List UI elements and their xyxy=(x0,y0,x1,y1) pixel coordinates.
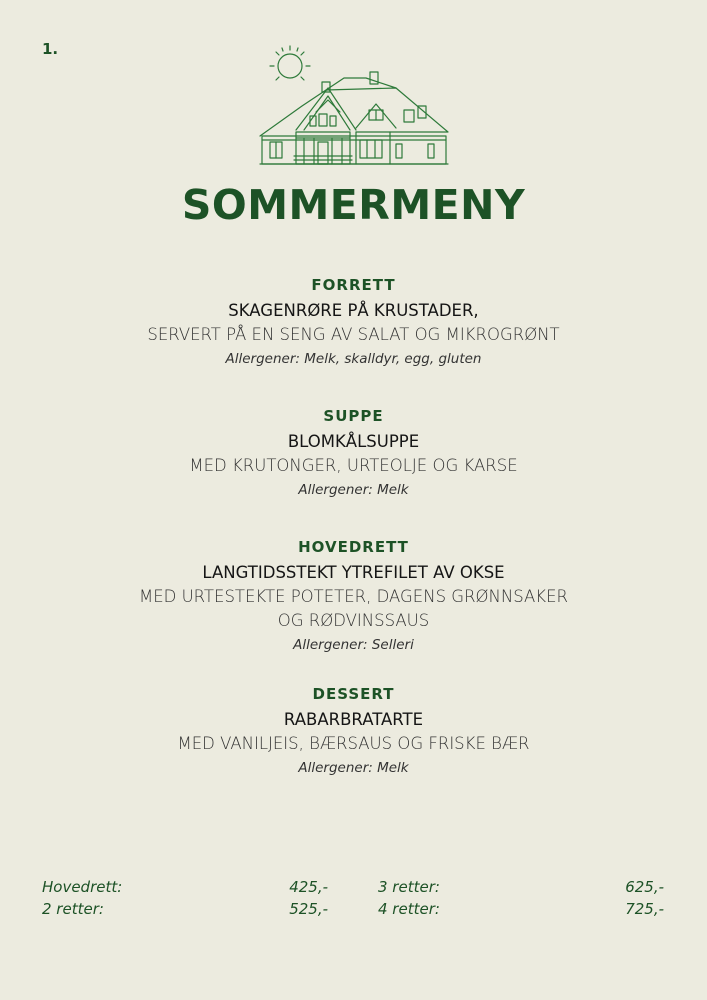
allergens-text: Allergener: Selleri xyxy=(293,637,414,653)
page-number: 1. xyxy=(42,40,59,58)
price-list-right xyxy=(378,876,664,920)
dish-name: RABARBRATARTE xyxy=(283,710,424,729)
course-heading: HOVEDRETT xyxy=(298,538,409,556)
course-heading: FORRETT xyxy=(311,276,396,294)
price-row xyxy=(42,898,328,920)
dish-name: SKAGENRØRE PÅ KRUSTADER, xyxy=(228,301,479,320)
allergens-text: Allergener: Melk xyxy=(298,760,409,776)
price-label: 4 retter: xyxy=(378,900,440,918)
dish-description: MED VANILJEIS, BÆRSAUS OG FRISKE BÆR xyxy=(177,734,530,753)
price-value: 625,- xyxy=(625,878,664,896)
course-dessert xyxy=(0,684,707,779)
price-value: 425,- xyxy=(289,878,328,896)
price-label: Hovedrett: xyxy=(42,878,123,896)
menu-title: SOMMERMENY xyxy=(181,181,526,229)
price-label: 3 retter: xyxy=(378,878,440,896)
price-value: 525,- xyxy=(289,900,328,918)
price-label: 2 retter: xyxy=(42,900,104,918)
house-with-sun-icon xyxy=(256,40,452,168)
dish-description: SERVERT PÅ EN SENG AV SALAT OG MIKROGRØNT xyxy=(147,325,560,344)
dish-name: BLOMKÅLSUPPE xyxy=(287,432,420,451)
course-forrett xyxy=(0,275,707,370)
allergens-text: Allergener: Melk, skalldyr, egg, gluten xyxy=(225,351,482,367)
dish-description: MED KRUTONGER, URTEOLJE OG KARSE xyxy=(189,456,518,475)
course-heading: DESSERT xyxy=(312,685,395,703)
course-suppe xyxy=(0,406,707,501)
dish-name: LANGTIDSSTEKT YTREFILET AV OKSE xyxy=(202,563,505,582)
course-heading: SUPPE xyxy=(323,407,384,425)
allergens-text: Allergener: Melk xyxy=(298,482,409,498)
price-row xyxy=(378,898,664,920)
price-row xyxy=(378,876,664,898)
price-list-left xyxy=(42,876,328,920)
price-value: 725,- xyxy=(625,900,664,918)
price-row xyxy=(42,876,328,898)
course-hovedrett xyxy=(0,537,707,656)
dish-description: MED URTESTEKTE POTETER, DAGENS GRØNNSAKER OG RØDVINSSAUS xyxy=(138,587,568,630)
